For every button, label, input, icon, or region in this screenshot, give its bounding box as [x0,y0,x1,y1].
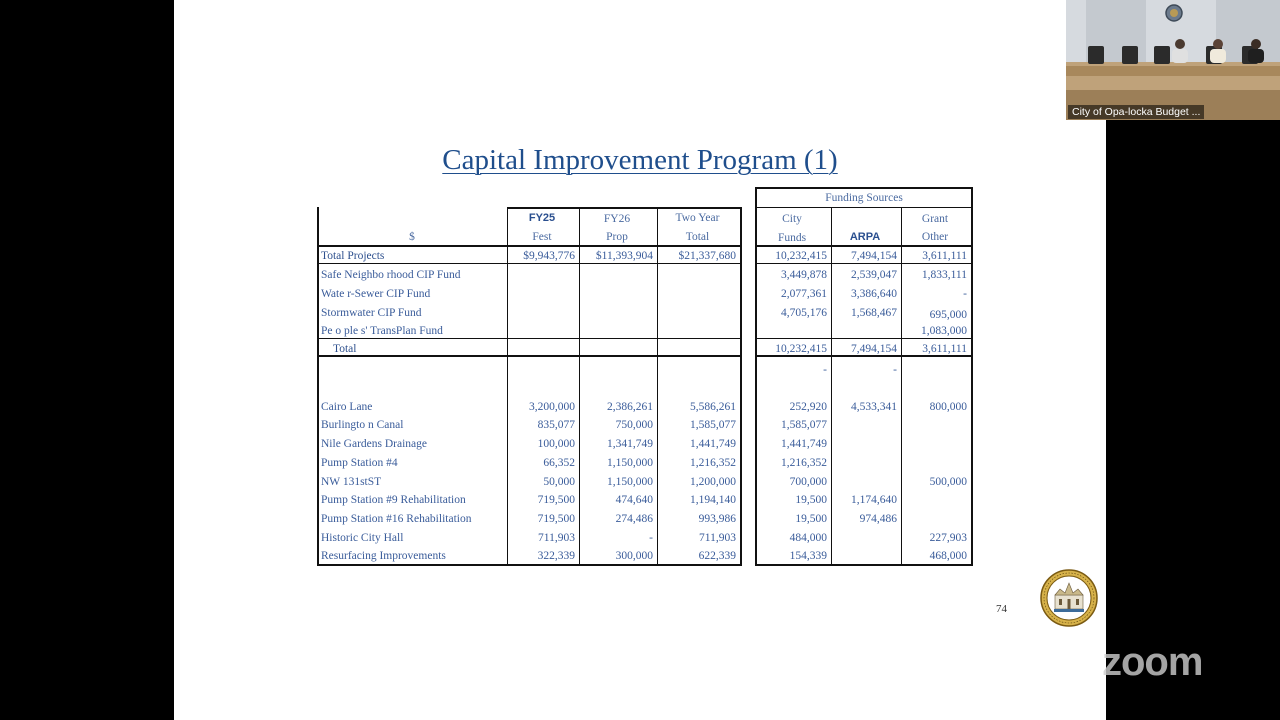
total-city: 10,232,415 [775,343,827,355]
project-fy26: 274,486 [615,513,653,525]
project-grant: 800,000 [929,401,967,413]
project-arpa: 974,486 [859,513,897,525]
fy26-subheader: Prop [606,231,628,243]
project-city: 1,585,077 [781,419,827,431]
project-two-year: 1,194,140 [690,494,736,506]
table-rule [317,338,742,339]
funding-sources-rule [971,187,973,566]
total-projects-grant: 3,611,111 [922,250,967,262]
project-label: Pump Station #9 Rehabilitation [321,494,466,506]
city-funds-subheader: Funds [777,232,807,244]
total-projects-city: 10,232,415 [775,250,827,262]
fund-label: Pe o ple s' TransPlan Fund [321,325,443,337]
table-rule [317,263,742,264]
grant-header: Grant [921,213,949,225]
fund-label: Safe Neighbo rhood CIP Fund [321,269,461,281]
fund-grant: - [963,288,967,300]
project-label: Historic City Hall [321,532,404,544]
project-arpa: 1,174,640 [851,494,897,506]
grant-subheader: Other [921,231,949,243]
project-fy25: 835,077 [537,419,575,431]
project-city: 19,500 [795,494,827,506]
total-projects-fy25: $9,943,776 [523,250,575,262]
funding-sources-header: Funding Sources [825,192,903,204]
project-grant: 500,000 [929,476,967,488]
two-year-header: Two Year [675,212,720,224]
project-two-year: 5,586,261 [690,401,736,413]
project-fy26: 750,000 [615,419,653,431]
project-grant: 468,000 [929,550,967,562]
city-seal-icon [1040,569,1098,627]
project-fy26: 300,000 [615,550,653,562]
participant-video-tile[interactable] [1066,0,1280,120]
fund-city: 3,449,878 [781,269,827,281]
project-city: 252,920 [789,401,827,413]
fund-city: 2,077,361 [781,288,827,300]
project-fy25: 711,903 [538,532,575,544]
fund-arpa: 3,386,640 [851,288,897,300]
table-rule [740,207,742,566]
project-two-year: 622,339 [698,550,736,562]
fund-grant: 1,083,000 [921,325,967,337]
project-fy26: - [649,532,653,544]
fund-arpa: 1,568,467 [851,307,897,319]
slide-title: Capital Improvement Program (1) [442,144,838,176]
total-projects-fy26: $11,393,904 [595,250,653,262]
fy25-subheader: Fest [532,231,552,243]
project-city: 484,000 [789,532,827,544]
fund-grant: 695,000 [929,309,967,321]
project-grant: 227,903 [929,532,967,544]
project-label: Cairo Lane [321,401,373,413]
table-rule [755,338,973,339]
video-participant-name: City of Opa-locka Budget ... [1068,105,1204,119]
project-two-year: 711,903 [699,532,736,544]
fund-label: Wate r-Sewer CIP Fund [321,288,431,300]
fund-label: Stormwater CIP Fund [321,307,422,319]
project-city: 19,500 [795,513,827,525]
table-rule [579,207,580,566]
project-fy26: 2,386,261 [607,401,653,413]
total-label: Total [333,343,357,355]
project-fy25: 66,352 [543,457,575,469]
total-grant: 3,611,111 [922,343,967,355]
blank-dash-arpa: - [893,364,897,376]
arpa-header: ARPA [849,231,881,243]
project-two-year: 1,216,352 [690,457,736,469]
project-city: 700,000 [789,476,827,488]
funding-sources-rule [755,207,973,208]
table-rule [755,245,973,247]
project-two-year: 1,441,749 [690,438,736,450]
table-rule [507,207,742,209]
project-two-year: 1,200,000 [690,476,736,488]
project-fy25: 50,000 [543,476,575,488]
dollar-header: $ [409,231,415,243]
project-fy26: 474,640 [615,494,653,506]
zoom-watermark: zoom [1102,640,1203,684]
fy25-header: FY25 [528,212,556,224]
blank-dash-city: - [823,364,827,376]
project-fy25: 322,339 [537,550,575,562]
presentation-slide [174,0,1106,720]
funding-sources-rule [755,187,973,189]
table-rule [317,207,319,566]
project-city: 1,216,352 [781,457,827,469]
fund-arpa: 2,539,047 [851,269,897,281]
table-rule [901,207,902,566]
project-two-year: 993,986 [698,513,736,525]
project-fy25: 719,500 [537,513,575,525]
table-rule [317,245,742,247]
council-chamber-video-icon [1066,0,1280,120]
project-label: Resurfacing Improvements [321,550,446,562]
project-fy25: 3,200,000 [529,401,575,413]
project-two-year: 1,585,077 [690,419,736,431]
fy26-header: FY26 [603,213,631,225]
table-rule [657,207,658,566]
project-fy25: 100,000 [537,438,575,450]
project-arpa: 4,533,341 [851,401,897,413]
project-label: Pump Station #16 Rehabilitation [321,513,472,525]
total-projects-label: Total Projects [321,250,385,262]
table-rule [831,207,832,566]
project-fy26: 1,150,000 [607,476,653,488]
table-rule [755,564,973,566]
project-label: Nile Gardens Drainage [321,438,428,450]
project-fy26: 1,150,000 [607,457,653,469]
project-city: 1,441,749 [781,438,827,450]
table-rule [317,564,742,566]
capital-improvement-table [317,187,973,566]
table-rule [755,263,973,264]
project-label: NW 131stST [321,476,382,488]
project-label: Pump Station #4 [321,457,398,469]
total-projects-arpa: 7,494,154 [851,250,897,262]
fund-city: 4,705,176 [781,307,827,319]
total-projects-two-year: $21,337,680 [678,250,736,262]
project-fy25: 719,500 [537,494,575,506]
city-funds-header: City [782,213,802,225]
project-city: 154,339 [789,550,827,562]
fund-grant: 1,833,111 [921,269,967,281]
total-arpa: 7,494,154 [851,343,897,355]
table-rule [507,207,508,566]
project-label: Burlingto n Canal [321,419,404,431]
project-fy26: 1,341,749 [607,438,653,450]
two-year-subheader: Total [685,231,710,243]
page-number: 74 [996,603,1007,615]
